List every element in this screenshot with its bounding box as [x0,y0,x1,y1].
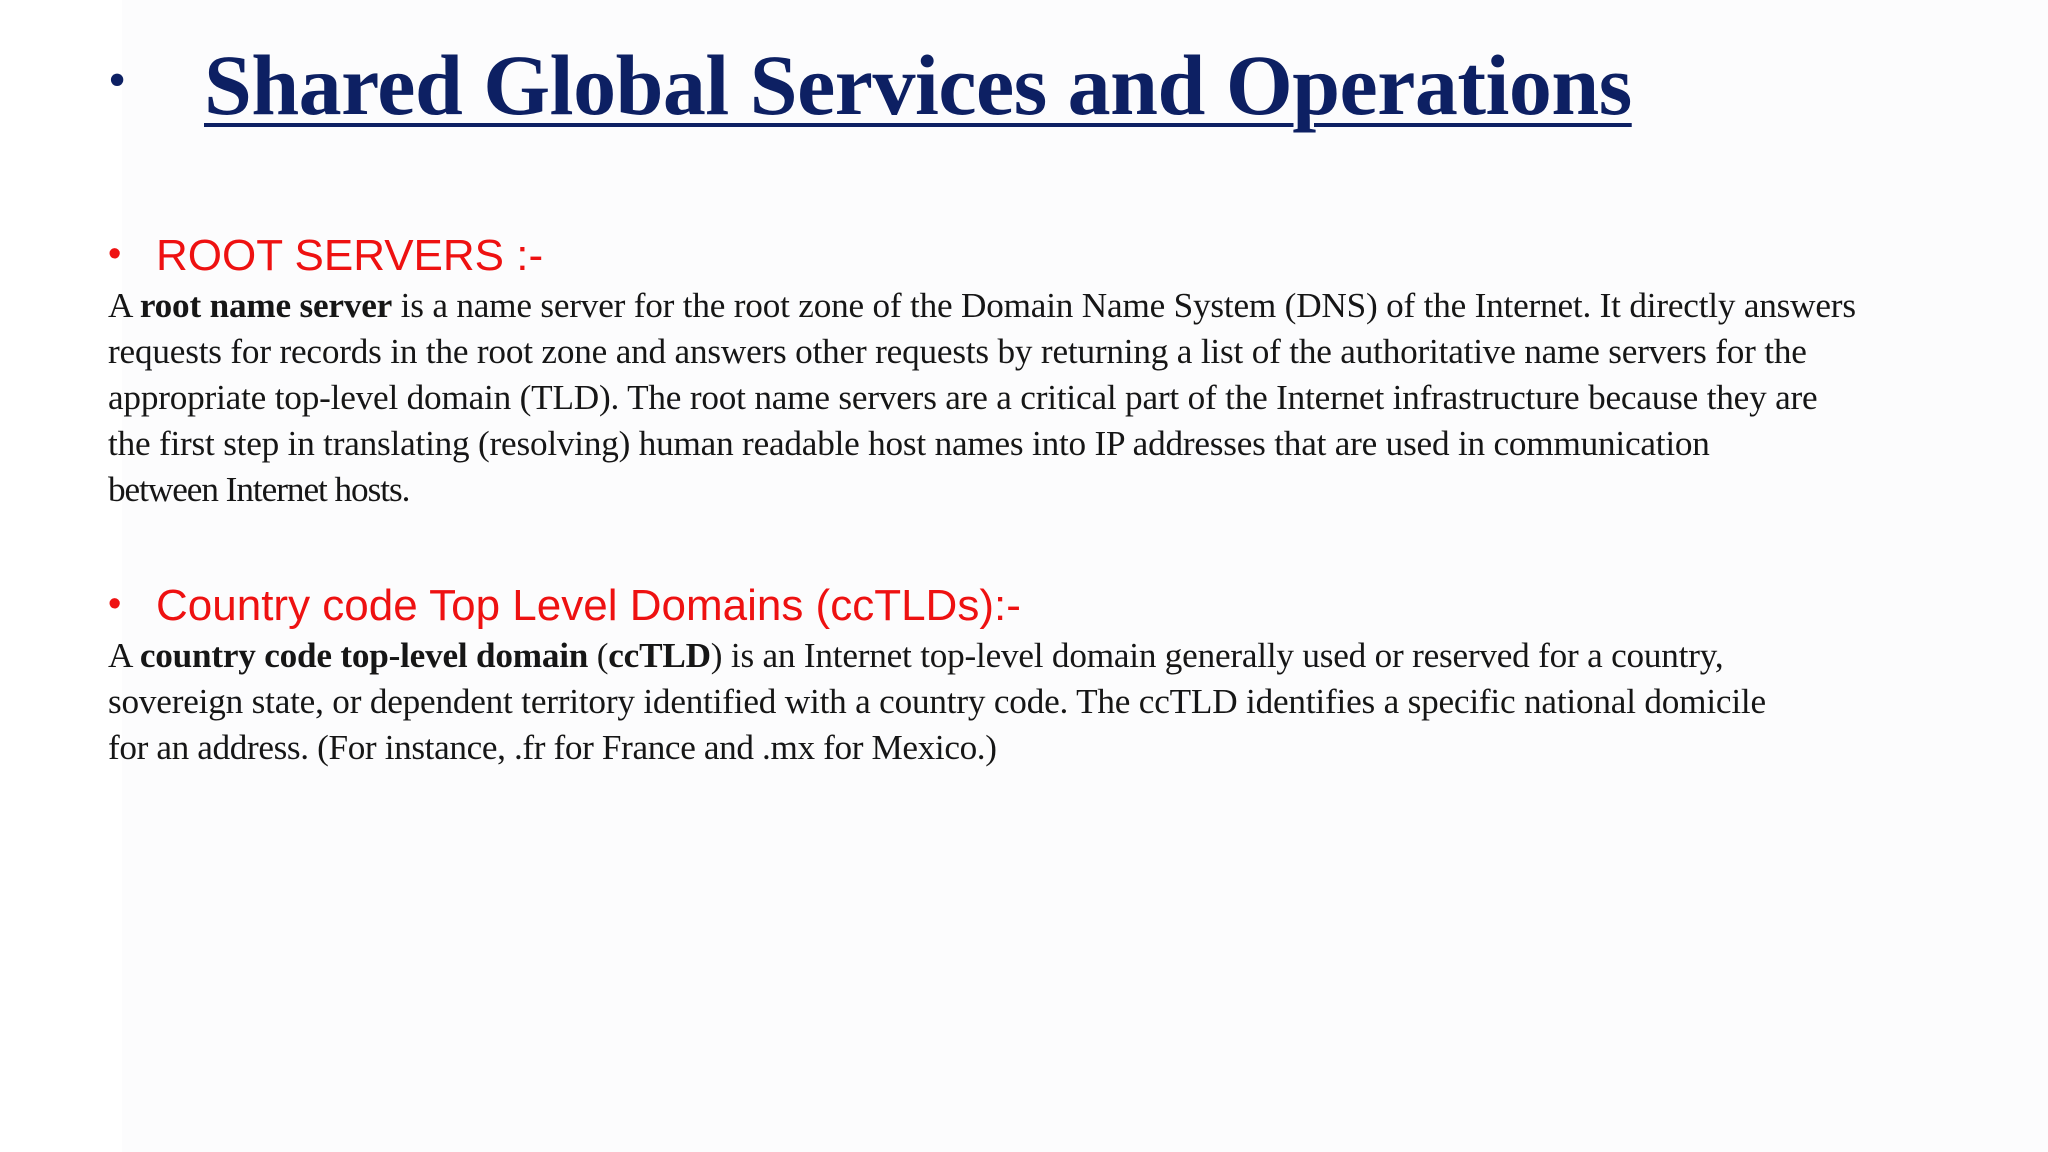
bold-term: ccTLD [608,636,711,675]
cctld-paragraph [108,633,2048,771]
paragraph-line: for an address. (For instance, .fr for France and .mx for Mexico.) [108,728,997,767]
paragraph-line: the first step in translating (resolving) human readable host names into IP addresses that are used in communication [108,424,1710,463]
bold-term: country code top-level domain [139,636,589,675]
bold-term: root name server [139,286,393,325]
section-heading-cctlds [108,576,1021,636]
paragraph-line: requests for records in the root zone and answers other requests by returning a list of the authoritative name servers for the [108,332,1807,371]
bullet-icon: • [108,582,122,625]
text-run: ) is an Internet top-level domain generally used or reserved for a country, [710,636,1724,675]
slide-title: Shared Global Services and Operations [204,37,1632,133]
text-run: is a name server for the root zone of the Domain Name System (DNS) of the Internet. It directly answers [392,286,1856,325]
paragraph-line: sovereign state, or dependent territory identified with a country code. The ccTLD identifies a specific national domicile [108,682,1766,721]
paragraph-line [108,633,2048,679]
title-bullet-icon: • [108,52,127,109]
bullet-icon: • [108,232,122,275]
paragraph-line [108,283,2048,329]
paragraph-line: between Internet hosts. [108,470,410,509]
text-run: ( [588,636,609,675]
root-servers-paragraph [108,283,2048,513]
section-heading-root-servers [108,226,543,286]
paragraph-line: appropriate top-level domain (TLD). The root name servers are a critical part of the Internet infrastructure because they are [108,378,1818,417]
text-run: A [108,636,140,675]
title-row [108,30,1632,140]
section-heading-text: ROOT SERVERS :- [156,231,544,280]
section-heading-text: Country code Top Level Domains (ccTLDs):- [156,581,1021,630]
text-run: A [108,286,140,325]
